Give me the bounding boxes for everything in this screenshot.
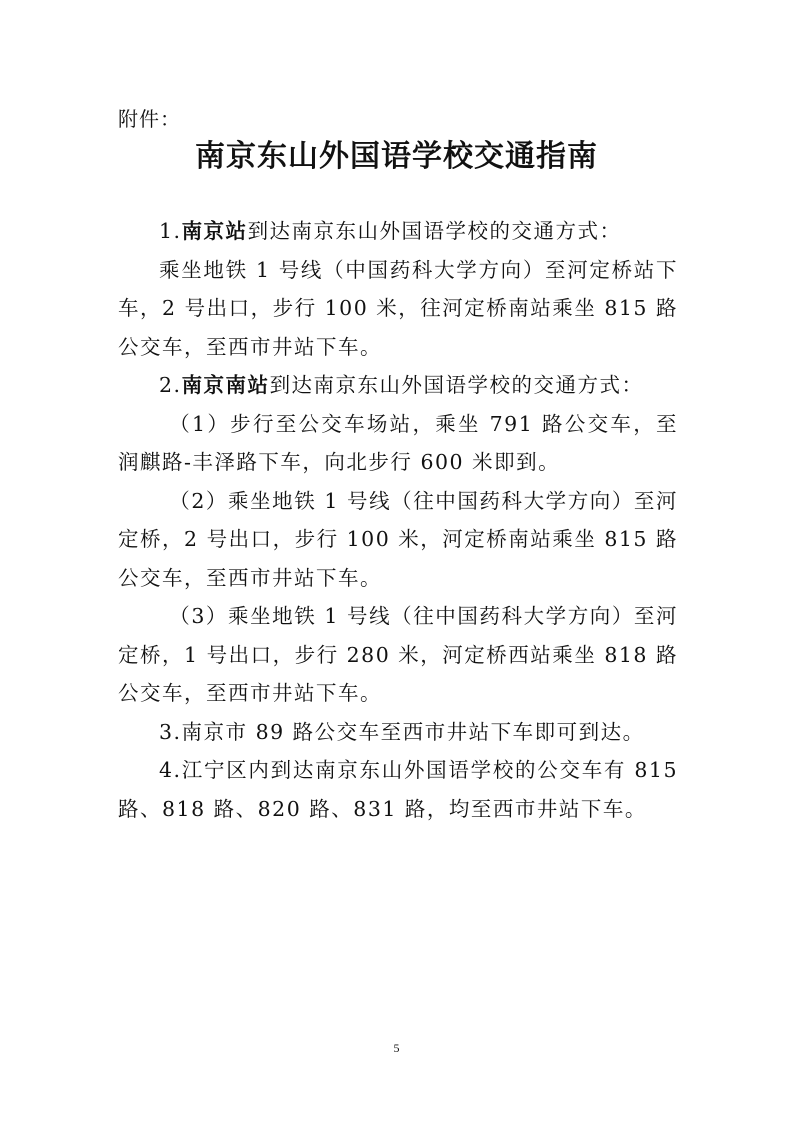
page-number: 5 [393, 1041, 400, 1055]
section-2-item-3: （3）乘坐地铁 1 号线（往中国药科大学方向）至河定桥，1 号出口，步行 280 米，河定桥西站乘坐 818 路公交车，至西市井站下车。 [118, 604, 678, 705]
section-1-number: 1. [159, 219, 182, 243]
section-2-heading [118, 366, 678, 405]
section-2-heading-rest: 到达南京东山外国语学校的交通方式： [269, 373, 644, 397]
section-1-heading [118, 212, 678, 251]
section-2-item-1: （1）步行至公交车场站，乘坐 791 路公交车，至润麒路-丰泽路下车，向北步行 600 米即到。 [118, 411, 678, 474]
section-3-text: 3.南京市 89 路公交车至西市井站下车即可到达。 [159, 719, 645, 744]
section-2-station: 南京南站 [181, 373, 270, 397]
attachment-label: 附件： [118, 107, 181, 131]
section-2-number: 2. [159, 373, 182, 397]
document-body [118, 212, 678, 828]
section-1-heading-rest: 到达南京东山外国语学校的交通方式： [247, 219, 622, 243]
section-1-station: 南京站 [181, 219, 248, 243]
section-1-text: 乘坐地铁 1 号线（中国药科大学方向）至河定桥站下车，2 号出口，步行 100 米，往河定桥南站乘坐 815 路公交车，至西市井站下车。 [118, 257, 678, 359]
section-4-text: 4.江宁区内到达南京东山外国语学校的公交车有 815 路、818 路、820 路、831 路，均至西市井站下车。 [118, 758, 678, 821]
document-title: 南京东山外国语学校交通指南 [195, 139, 598, 174]
section-2-item-2: （2）乘坐地铁 1 号线（往中国药科大学方向）至河定桥，2 号出口，步行 100 米，河定桥南站乘坐 815 路公交车，至西市井站下车。 [118, 488, 678, 590]
